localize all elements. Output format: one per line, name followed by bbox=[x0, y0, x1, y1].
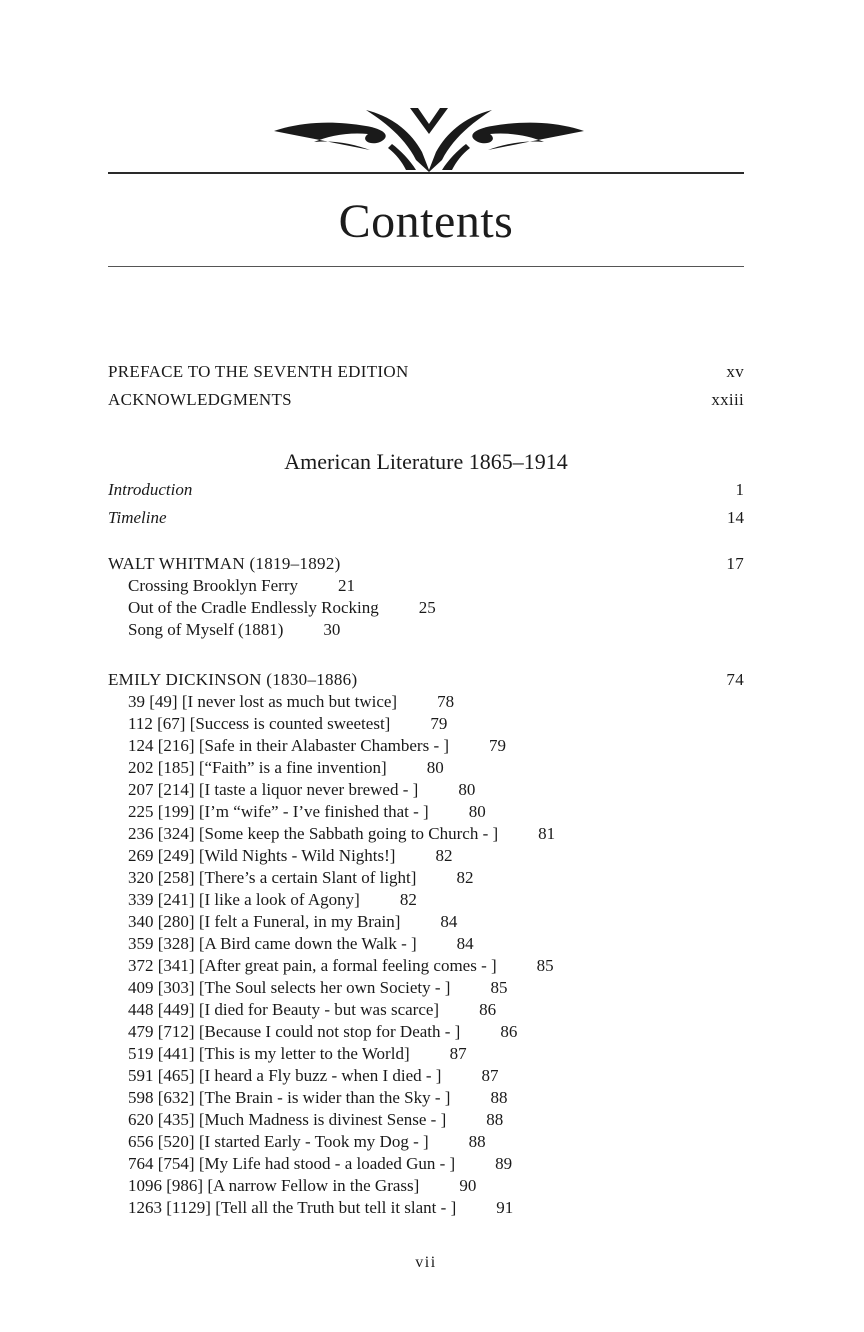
toc-entry-title: Timeline bbox=[108, 508, 167, 527]
toc-entry-page: 14 bbox=[727, 508, 744, 527]
toc-subentry[interactable] bbox=[128, 867, 473, 889]
toc-subentry[interactable] bbox=[128, 977, 507, 999]
toc-entry-page: 82 bbox=[399, 890, 417, 909]
toc-entry-title: 112 [67] [Success is counted sweetest] bbox=[128, 714, 391, 733]
toc-entry-page: xv bbox=[726, 362, 744, 381]
toc-entry-page: 80 bbox=[426, 758, 444, 777]
toc-subentry[interactable] bbox=[128, 1065, 498, 1087]
toc-entry-title: 124 [216] [Safe in their Alabaster Chambers - ] bbox=[128, 736, 450, 755]
toc-subentry[interactable] bbox=[128, 779, 475, 801]
toc-entry-page: 80 bbox=[468, 802, 486, 821]
toc-entry-title: 359 [328] [A Bird came down the Walk - ] bbox=[128, 934, 417, 953]
toc-entry-page: 88 bbox=[468, 1132, 486, 1151]
toc-entry-page: 87 bbox=[449, 1044, 467, 1063]
toc-entry-title: ACKNOWLEDGMENTS bbox=[108, 390, 292, 409]
toc-entry-title: 764 [754] [My Life had stood - a loaded Gun - ] bbox=[128, 1154, 456, 1173]
toc-entry-title: Song of Myself (1881) bbox=[128, 620, 284, 639]
toc-subentry[interactable] bbox=[128, 911, 457, 933]
toc-entry-page: 87 bbox=[481, 1066, 499, 1085]
toc-entry-preface[interactable] bbox=[108, 361, 744, 383]
toc-subentry[interactable] bbox=[128, 691, 454, 713]
header-ornament bbox=[270, 104, 588, 172]
toc-entry-page: 82 bbox=[435, 846, 453, 865]
toc-subentry[interactable] bbox=[128, 713, 447, 735]
toc-entry-timeline[interactable] bbox=[108, 507, 744, 529]
toc-subentry[interactable] bbox=[128, 1197, 513, 1219]
toc-entry-title: 448 [449] [I died for Beauty - but was scarce] bbox=[128, 1000, 440, 1019]
toc-entry-page: 88 bbox=[486, 1110, 504, 1129]
toc-entry-title: 202 [185] [“Faith” is a fine invention] bbox=[128, 758, 387, 777]
toc-entry-title: Out of the Cradle Endlessly Rocking bbox=[128, 598, 379, 617]
toc-entry-title: 409 [303] [The Soul selects her own Society - ] bbox=[128, 978, 451, 997]
toc-subentry[interactable] bbox=[128, 1109, 503, 1131]
toc-subentry[interactable] bbox=[128, 575, 355, 597]
toc-entry-page: 90 bbox=[459, 1176, 477, 1195]
toc-entry-introduction[interactable] bbox=[108, 479, 744, 501]
toc-entry-acknowledgments[interactable] bbox=[108, 389, 744, 411]
toc-entry-title: 372 [341] [After great pain, a formal feeling comes - ] bbox=[128, 956, 497, 975]
toc-subentry[interactable] bbox=[128, 801, 486, 823]
toc-entry-title: 340 [280] [I felt a Funeral, in my Brain] bbox=[128, 912, 401, 931]
toc-entry-page: 88 bbox=[490, 1088, 508, 1107]
author-heading: WALT WHITMAN (1819–1892) bbox=[108, 554, 341, 573]
toc-entry-title: 39 [49] [I never lost as much but twice] bbox=[128, 692, 398, 711]
toc-subentry[interactable] bbox=[128, 619, 340, 641]
toc-entry-page: 79 bbox=[489, 736, 507, 755]
toc-subentry[interactable] bbox=[128, 1175, 476, 1197]
toc-subentry[interactable] bbox=[128, 1087, 507, 1109]
toc-entry-page: 25 bbox=[418, 598, 436, 617]
author-heading: EMILY DICKINSON (1830–1886) bbox=[108, 670, 358, 689]
toc-entry-page: 86 bbox=[479, 1000, 497, 1019]
toc-subentry[interactable] bbox=[128, 597, 436, 619]
toc-entry-title: 339 [241] [I like a look of Agony] bbox=[128, 890, 360, 909]
toc-subentry[interactable] bbox=[128, 823, 555, 845]
toc-entry-title: 1096 [986] [A narrow Fellow in the Grass] bbox=[128, 1176, 420, 1195]
toc-subentry[interactable] bbox=[128, 845, 452, 867]
toc-subentry[interactable] bbox=[128, 889, 417, 911]
toc-entry-title: 1263 [1129] [Tell all the Truth but tell it slant - ] bbox=[128, 1198, 457, 1217]
toc-entry-title: 207 [214] [I taste a liquor never brewed - ] bbox=[128, 780, 419, 799]
toc-subentry[interactable] bbox=[128, 1021, 517, 1043]
toc-entry-page: 30 bbox=[323, 620, 341, 639]
toc-subentry[interactable] bbox=[128, 757, 444, 779]
toc-subentry[interactable] bbox=[128, 1153, 512, 1175]
toc-entry-title: 591 [465] [I heard a Fly buzz - when I died - ] bbox=[128, 1066, 442, 1085]
toc-subentry[interactable] bbox=[128, 1131, 486, 1153]
toc-entry-page: xxiii bbox=[711, 390, 744, 409]
toc-entry-title: 656 [520] [I started Early - Took my Dog - ] bbox=[128, 1132, 429, 1151]
toc-entry-page: 86 bbox=[500, 1022, 518, 1041]
toc-author-dickinson[interactable] bbox=[108, 669, 744, 691]
toc-entry-page: 80 bbox=[458, 780, 476, 799]
toc-entry-title: 620 [435] [Much Madness is divinest Sense - ] bbox=[128, 1110, 447, 1129]
toc-entry-page: 84 bbox=[456, 934, 474, 953]
section-heading: American Literature 1865–1914 bbox=[284, 449, 568, 474]
toc-entry-page: 85 bbox=[536, 956, 554, 975]
toc-entry-title: Introduction bbox=[108, 480, 193, 499]
toc-subentry[interactable] bbox=[128, 735, 506, 757]
toc-entry-page: 21 bbox=[338, 576, 355, 595]
toc-entry-page: 78 bbox=[437, 692, 455, 711]
toc-entry-page: 84 bbox=[440, 912, 458, 931]
header-rule-top bbox=[108, 172, 744, 174]
toc-subentry[interactable] bbox=[128, 999, 496, 1021]
toc-subentry[interactable] bbox=[128, 955, 554, 977]
toc-entry-title: PREFACE TO THE SEVENTH EDITION bbox=[108, 362, 409, 381]
toc-entry-page: 74 bbox=[726, 670, 744, 689]
header-rule-bottom bbox=[108, 266, 744, 267]
toc-subentry[interactable] bbox=[128, 933, 474, 955]
page-title: Contents bbox=[338, 195, 514, 248]
toc-entry-title: 269 [249] [Wild Nights - Wild Nights!] bbox=[128, 846, 396, 865]
toc-entry-page: 82 bbox=[456, 868, 474, 887]
toc-entry-title: 236 [324] [Some keep the Sabbath going to Church - ] bbox=[128, 824, 499, 843]
toc-entry-title: 320 [258] [There’s a certain Slant of light] bbox=[128, 868, 417, 887]
toc-entry-title: 598 [632] [The Brain - is wider than the Sky - ] bbox=[128, 1088, 451, 1107]
toc-entry-page: 1 bbox=[735, 480, 744, 499]
toc-entry-page: 79 bbox=[430, 714, 448, 733]
toc-entry-title: 225 [199] [I’m “wife” - I’ve finished that - ] bbox=[128, 802, 429, 821]
toc-author-whitman[interactable] bbox=[108, 553, 744, 575]
toc-entry-page: 17 bbox=[726, 554, 744, 573]
toc-entry-title: 479 [712] [Because I could not stop for Death - ] bbox=[128, 1022, 461, 1041]
toc-entry-page: 81 bbox=[538, 824, 556, 843]
toc-subentry[interactable] bbox=[128, 1043, 467, 1065]
toc-entry-title: 519 [441] [This is my letter to the World] bbox=[128, 1044, 410, 1063]
toc-entry-page: 89 bbox=[495, 1154, 513, 1173]
page-number: vii bbox=[415, 1254, 437, 1271]
toc-entry-page: 85 bbox=[490, 978, 508, 997]
toc-entry-title: Crossing Brooklyn Ferry bbox=[128, 576, 298, 595]
toc-entry-page: 91 bbox=[496, 1198, 514, 1217]
